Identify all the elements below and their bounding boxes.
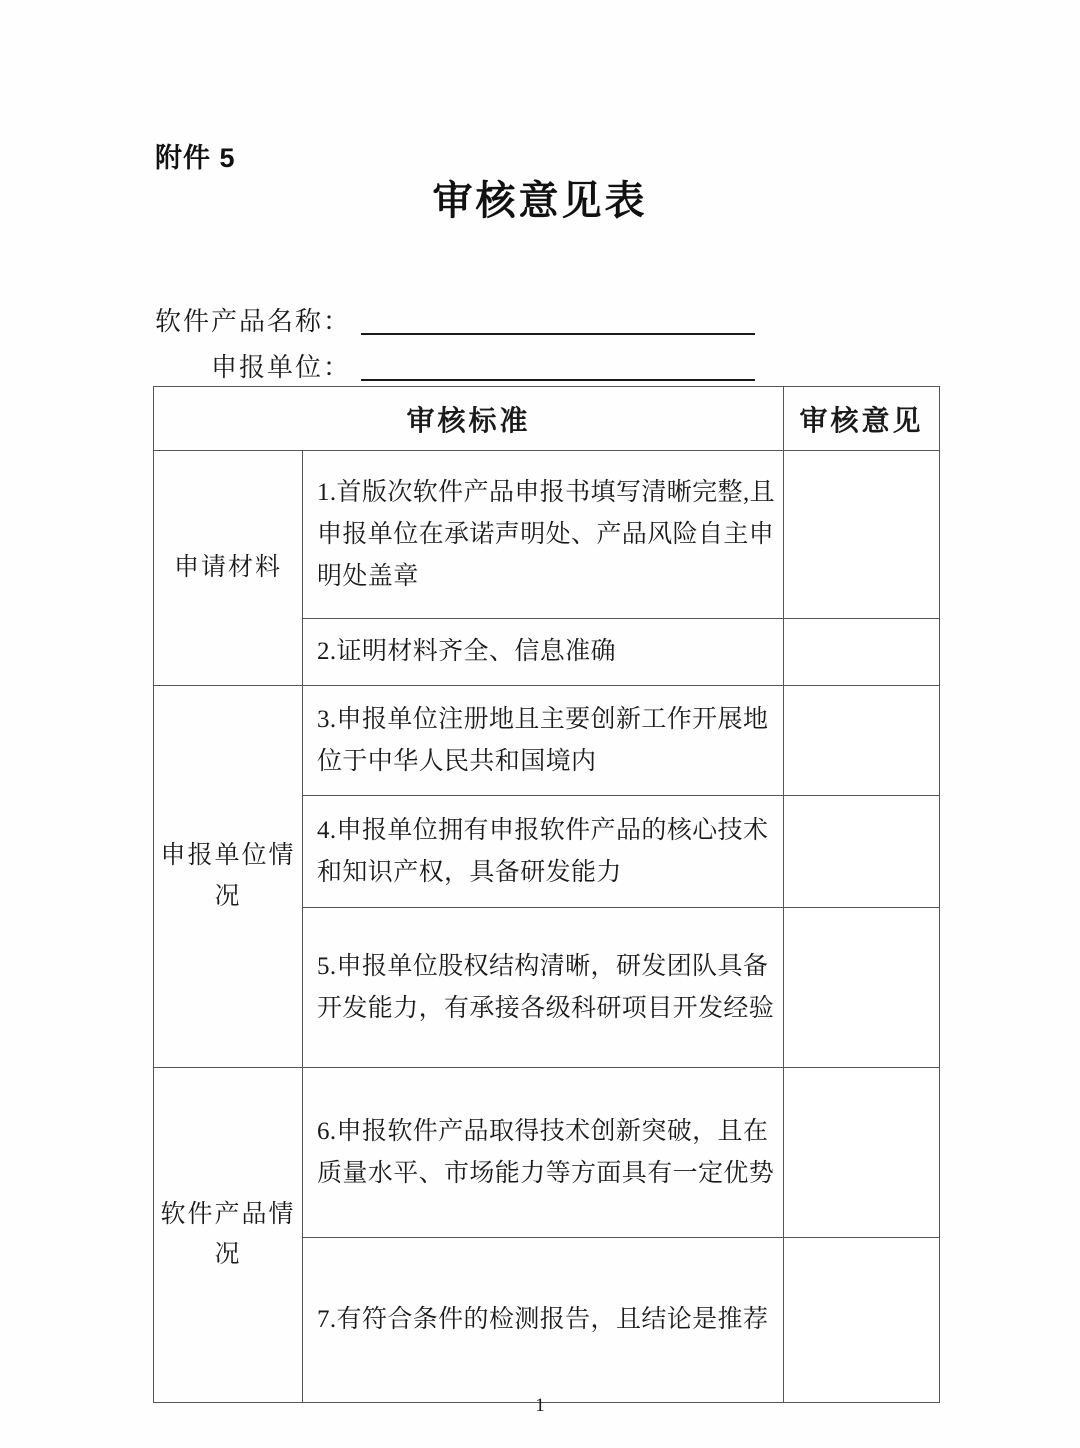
- table-header-row: [154, 387, 940, 451]
- criteria-item-4: 4.申报单位拥有申报软件产品的核心技术和知识产权，具备研发能力: [303, 796, 784, 908]
- table-row: [154, 451, 940, 619]
- page-number: 1: [535, 1395, 545, 1416]
- opinion-input-1[interactable]: [784, 451, 940, 619]
- criteria-item-7: 7.有符合条件的检测报告，且结论是推荐: [303, 1238, 784, 1403]
- opinion-input-4[interactable]: [784, 796, 940, 908]
- product-name-input[interactable]: [361, 303, 755, 335]
- header-criteria: 审核标准: [154, 387, 784, 451]
- criteria-item-3: 3.申报单位注册地且主要创新工作开展地位于中华人民共和国境内: [303, 686, 784, 796]
- group-label-applicant-unit-status: 申报单位情况: [154, 686, 303, 1068]
- group-label-application-materials: 申请材料: [154, 451, 303, 686]
- product-name-label: 软件产品名称：: [155, 307, 352, 336]
- criteria-item-1: 1.首版次软件产品申报书填写清晰完整,且申报单位在承诺声明处、产品风险自主申明处盖章: [303, 451, 784, 619]
- opinion-input-6[interactable]: [784, 1068, 940, 1238]
- opinion-input-5[interactable]: [784, 908, 940, 1068]
- criteria-item-2: 2.证明材料齐全、信息准确: [303, 619, 784, 686]
- opinion-input-3[interactable]: [784, 686, 940, 796]
- criteria-item-5: 5.申报单位股权结构清晰，研发团队具备开发能力，有承接各级科研项目开发经验: [303, 908, 784, 1068]
- header-opinion: 审核意见: [784, 387, 940, 451]
- group-label-software-product-status: 软件产品情况: [154, 1068, 303, 1403]
- opinion-input-7[interactable]: [784, 1238, 940, 1403]
- form-row-product-name: [155, 293, 755, 339]
- form-fields: [155, 293, 755, 385]
- form-row-applicant-unit: [155, 339, 755, 385]
- page-title: 审核意见表: [432, 179, 648, 223]
- table-row: [154, 686, 940, 796]
- opinion-input-2[interactable]: [784, 619, 940, 686]
- table-row: [154, 1068, 940, 1238]
- attachment-label: 附件 5: [155, 143, 236, 173]
- criteria-item-6: 6.申报软件产品取得技术创新突破，且在质量水平、市场能力等方面具有一定优势: [303, 1068, 784, 1238]
- applicant-unit-label: 申报单位：: [211, 353, 352, 382]
- review-criteria-table: [153, 386, 940, 1403]
- applicant-unit-input[interactable]: [361, 349, 755, 381]
